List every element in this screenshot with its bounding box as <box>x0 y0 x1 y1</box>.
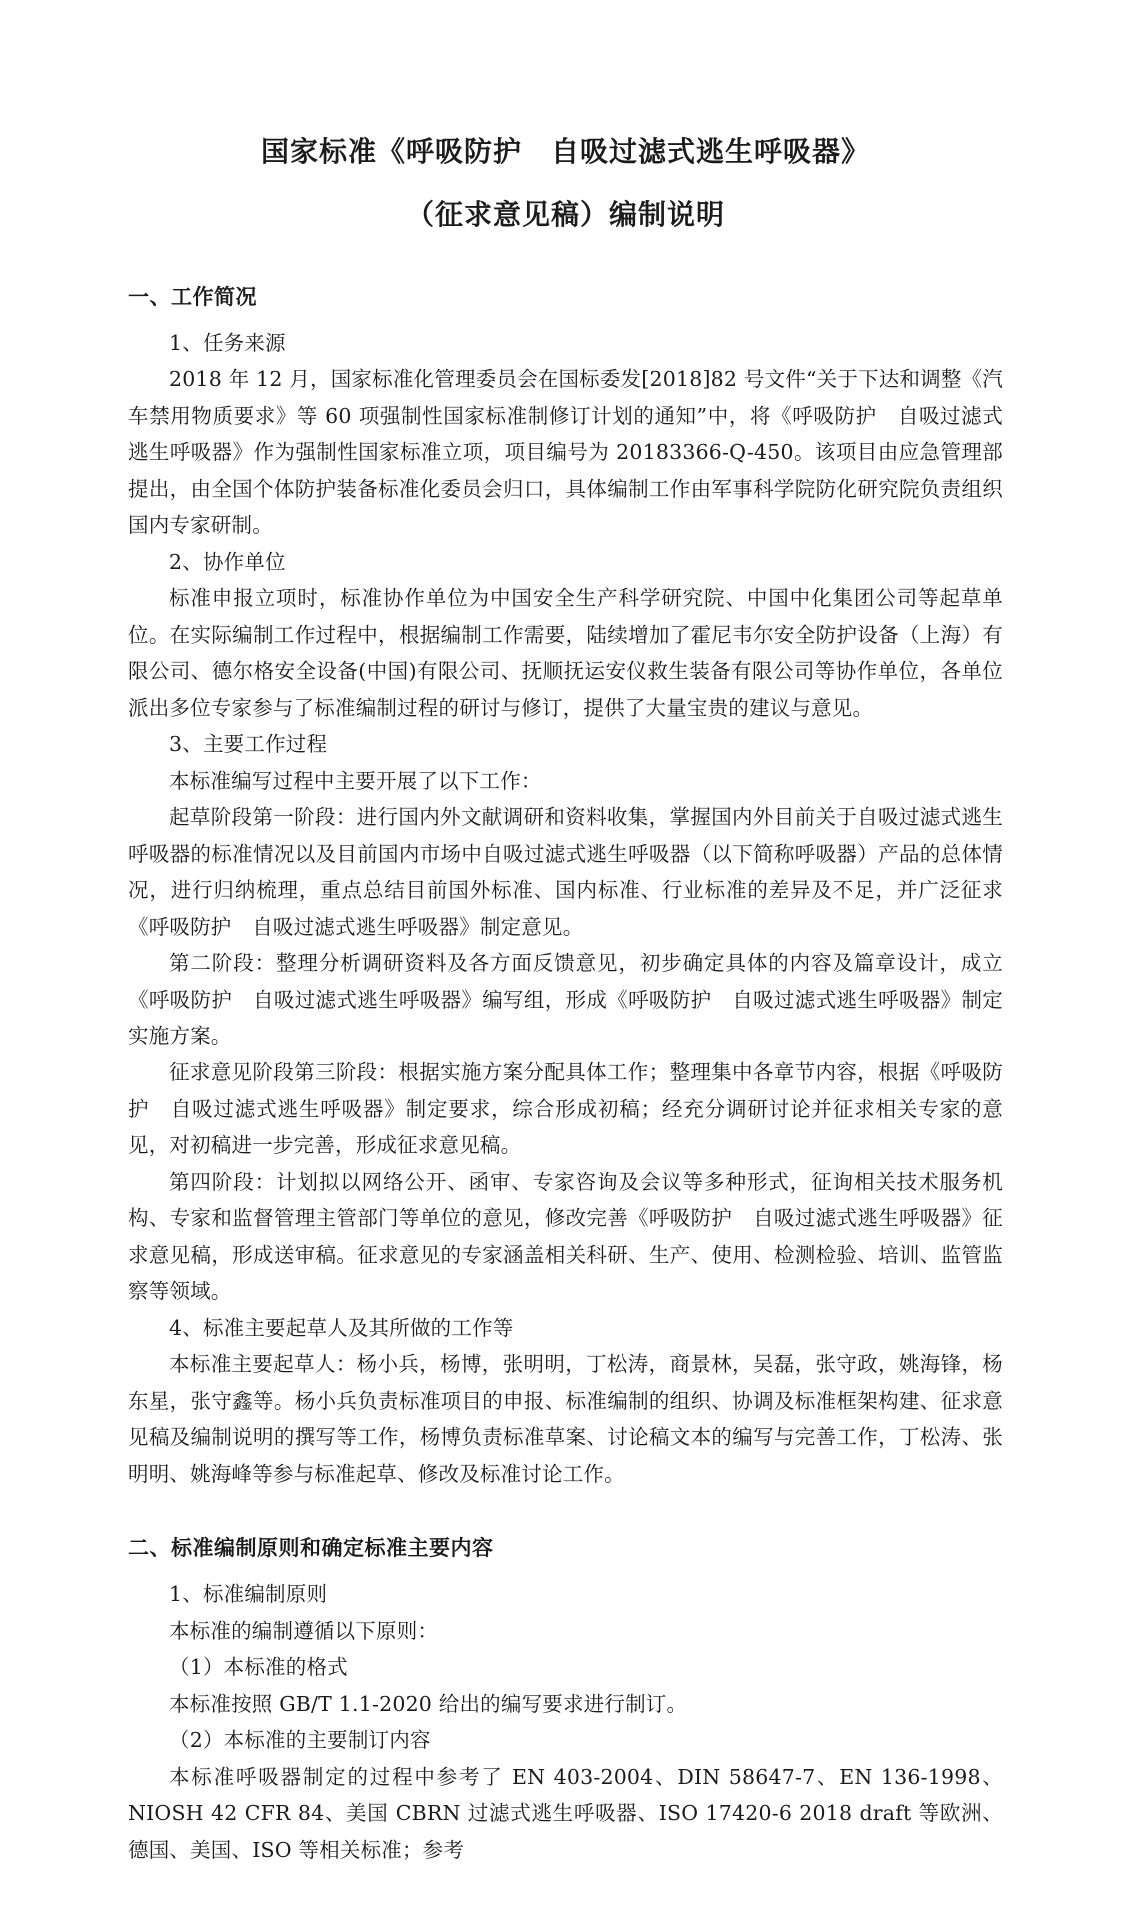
subsection-label-drafting-principles: 1、标准编制原则 <box>169 1582 328 1607</box>
subsection-label-task-source: 1、任务来源 <box>169 330 286 355</box>
paragraph-stage-two: 第二阶段：整理分析调研资料及各方面反馈意见，初步确定具体的内容及篇章设计，成立《呼吸防护 自吸过滤式逃生呼吸器》编写组，形成《呼吸防护 自吸过滤式逃生呼吸器》制定实施方案。 <box>128 951 1003 1048</box>
page-title-line2: （征求意见稿）编制说明 <box>405 198 725 232</box>
paragraph-stage-one: 起草阶段第一阶段：进行国内外文献调研和资料收集，掌握国内外目前关于自吸过滤式逃生呼吸器的标准情况以及目前国内市场中自吸过滤式逃生呼吸器（以下简称呼吸器）产品的总体情况，进行归纳梳理，重点总结目前国外标准、国内标准、行业标准的差异及不足，并广泛征求《呼吸防护 自吸过滤式逃生呼吸器》制定意见。 <box>128 805 1003 939</box>
subsection-label-format: （1）本标准的格式 <box>169 1655 348 1680</box>
paragraph-task-source: 2018 年 12 月，国家标准化管理委员会在国标委发[2018]82 号文件“关于下达和调整《汽车禁用物质要求》等 60 项强制性国家标准制修订计划的通知”中，将《呼吸防护 自吸过滤式逃生呼吸器》作为强制性国家标准立项，项目编号为 20183366-Q-450。该项目由应急管理部提出，由全国个体防护装备标准化委员会归口，具体编制工作由军事科学院防化研究院负责组织国内专家研制。 <box>128 367 1003 538</box>
subsection-label-main-process: 3、主要工作过程 <box>169 732 328 757</box>
section-heading-principles: 二、标准编制原则和确定标准主要内容 <box>128 1536 494 1561</box>
paragraph-stage-three: 征求意见阶段第三阶段：根据实施方案分配具体工作；整理集中各章节内容，根据《呼吸防护 自吸过滤式逃生呼吸器》制定要求，综合形成初稿；经充分调研讨论并征求相关专家的意见，对初稿进一步完善，形成征求意见稿。 <box>128 1060 1003 1158</box>
paragraph-principles-intro: 本标准的编制遵循以下原则： <box>169 1618 439 1643</box>
paragraph-collaborating-units: 标准申报立项时，标准协作单位为中国安全生产科学研究院、中国中化集团公司等起草单位。在实际编制工作过程中，根据编制工作需要，陆续增加了霍尼韦尔安全防护设备（上海）有限公司、德尔格安全设备(中国)有限公司、抚顺抚运安仪救生装备有限公司等协作单位，各单位派出多位专家参与了标准编制过程的研讨与修订，提供了大量宝贵的建议与意见。 <box>128 586 1003 720</box>
subsection-label-collaborating-units: 2、协作单位 <box>169 549 286 574</box>
paragraph-stage-four: 第四阶段：计划拟以网络公开、函审、专家咨询及会议等多种形式，征询相关技术服务机构、专家和监督管理主管部门等单位的意见，修改完善《呼吸防护 自吸过滤式逃生呼吸器》征求意见稿，形成送审稿。征求意见的专家涵盖相关科研、生产、使用、检测检验、培训、监管监察等领域。 <box>128 1169 1003 1304</box>
page-title-line1: 国家标准《呼吸防护 自吸过滤式逃生呼吸器》 <box>260 135 870 168</box>
paragraph-format: 本标准按照 GB/T 1.1-2020 给出的编写要求进行制订。 <box>169 1691 688 1716</box>
section-heading-work-overview: 一、工作简况 <box>128 284 257 309</box>
paragraph-drafters: 本标准主要起草人：杨小兵，杨博，张明明，丁松涛，商景林，吴磊，张守政，姚海锋，杨东星，张守鑫等。杨小兵负责标准项目的申报、标准编制的组织、协调及标准框架构建、征求意见稿及编制说明的撰写等工作，杨博负责标准草案、讨论稿文本的编写与完善工作，丁松涛、张明明、姚海峰等参与标准起草、修改及标准讨论工作。 <box>128 1352 1003 1486</box>
subsection-label-main-content: （2）本标准的主要制订内容 <box>169 1728 431 1753</box>
subsection-label-drafters: 4、标准主要起草人及其所做的工作等 <box>169 1315 514 1340</box>
paragraph-main-content: 本标准呼吸器制定的过程中参考了 EN 403-2004、DIN 58647-7、EN 136-1998、NIOSH 42 CFR 84、美国 CBRN 过滤式逃生呼吸器、ISO 17420-6 2018 draft 等欧洲、德国、美国、ISO 等相关标准；参考 <box>128 1764 1003 1862</box>
paragraph-main-process-intro: 本标准编写过程中主要开展了以下工作： <box>169 768 542 793</box>
